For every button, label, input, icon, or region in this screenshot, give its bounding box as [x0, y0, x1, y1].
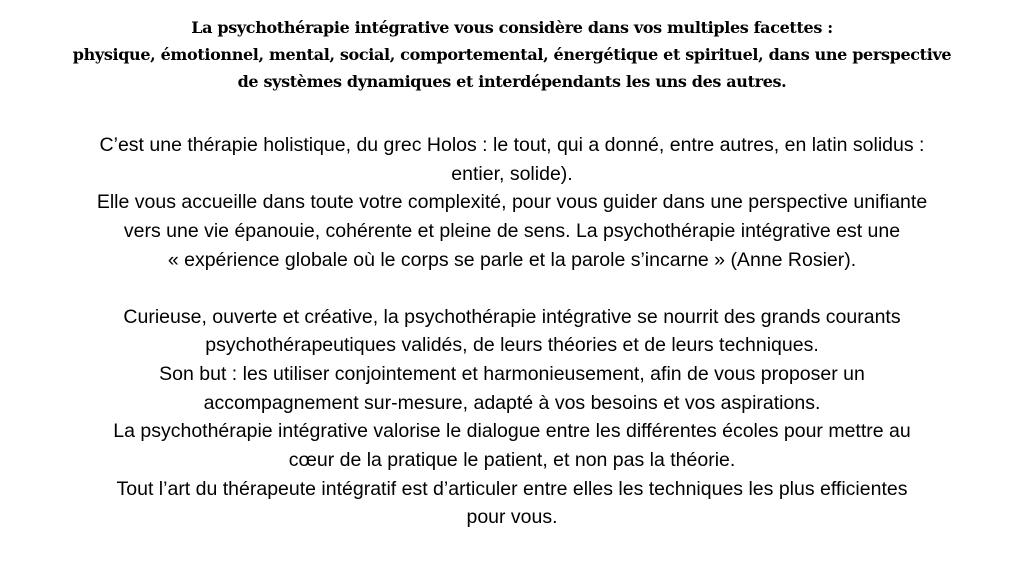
paragraph-line: Tout l’art du thérapeute intégratif est d’articuler entre elles les techniques les plus efficientes: [116, 477, 908, 500]
paragraph-line: entier, solide).: [451, 162, 573, 185]
paragraph-line: « expérience globale où le corps se parle et la parole s’incarne » (Anne Rosier).: [167, 248, 857, 271]
paragraph-line: La psychothérapie intégrative valorise le dialogue entre les différentes écoles pour mettre au: [113, 420, 911, 443]
intro-line: physique, émotionnel, mental, social, comportemental, énergétique et spirituel, dans une perspective: [72, 45, 952, 64]
paragraph-line: Elle vous accueille dans toute votre complexité, pour vous guider dans une perspective unifiante: [96, 191, 928, 214]
paragraph-holistic: [12, 131, 1012, 275]
paragraph-line: Son but : les utiliser conjointement et harmonieusement, afin de vous proposer un: [159, 362, 865, 385]
body-text: [12, 131, 1012, 532]
paragraph-line: Curieuse, ouverte et créative, la psychothérapie intégrative se nourrit des grands courants: [123, 305, 901, 328]
paragraph-line: pour vous.: [466, 506, 558, 529]
paragraph-approach: [12, 303, 1012, 533]
intro-line: de systèmes dynamiques et interdépendants les uns des autres.: [237, 72, 787, 91]
paragraph-line: psychothérapeutiques validés, de leurs théories et de leurs techniques.: [205, 334, 819, 357]
paragraph-line: accompagnement sur-mesure, adapté à vos besoins et vos aspirations.: [203, 391, 821, 414]
paragraph-line: C’est une thérapie holistique, du grec Holos : le tout, qui a donné, entre autres, en latin solidus :: [99, 134, 925, 156]
paragraph-line: cœur de la pratique le patient, et non pas la théorie.: [288, 449, 736, 472]
intro-heading: [12, 14, 1012, 95]
paragraph-line: vers une vie épanouie, cohérente et pleine de sens. La psychothérapie intégrative est une: [123, 220, 901, 243]
intro-line: La psychothérapie intégrative vous considère dans vos multiples facettes :: [191, 18, 833, 37]
